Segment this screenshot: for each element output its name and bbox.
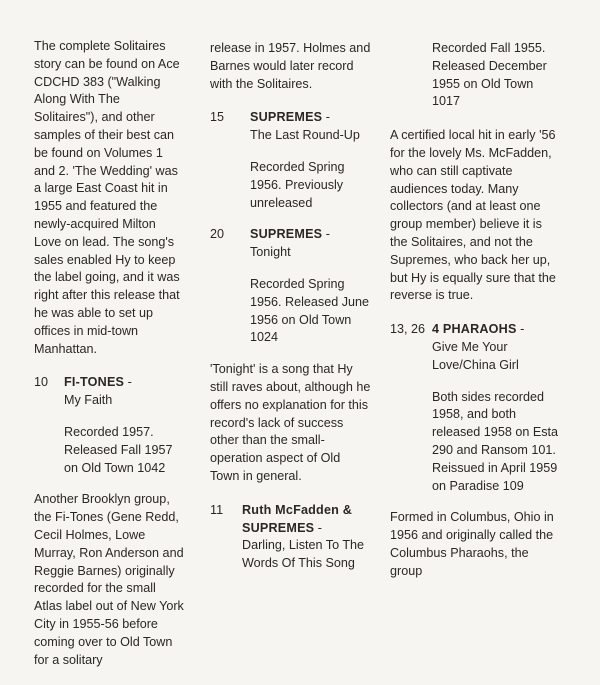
continuation-paragraph: release in 1957. Holmes and Barnes would later record with the Solitaires. [210,41,371,91]
track-recording-info: Recorded Spring 1956. Previously unreleased [250,159,345,210]
track-details [242,502,372,573]
track-dash: - [314,520,322,535]
track-recording-info: Recorded 1957. Released Fall 1957 on Old Town 1042 [64,424,173,475]
track-dash: - [516,322,525,337]
track-recording-info: Recorded Spring 1956. Released June 1956 on Old Town 1024 [250,276,370,345]
fi-tones-paragraph: Another Brooklyn group, the Fi-Tones (Gene Redd, Cecil Holmes, Lowe Murray, Ron Anderson and Reggie Barnes) originally recorded for the small Atlas label out of New York City in 1955-56 before coming over to Old Town for a solitary [34,492,184,667]
track-song: My Faith [64,393,113,408]
track-entry-13-26 [390,321,562,495]
track-dash: - [322,110,330,125]
track-dash: - [322,227,330,242]
column-3 [390,40,562,597]
track-song: The Last Round-Up [250,128,360,143]
track-dash: - [124,375,132,390]
track-details [250,109,372,212]
track-song: Darling, Listen To The Words Of This Song [242,538,365,571]
track-number: 15 [210,110,225,125]
track-artist: FI-TONES [64,375,125,390]
continuation-recording-info: Recorded Fall 1955. Released December 1955 on Old Town 1017 [432,41,547,109]
track-song: Give Me Your Love/China Girl [432,339,519,372]
tonight-paragraph: 'Tonight' is a song that Hy still raves about, although he offers no explanation for this record's lack of success other than the small-operation aspect of Old Town in general. [210,362,371,483]
pharaohs-paragraph: Formed in Columbus, Ohio in 1956 and originally called the Columbus Pharaohs, the group [390,510,554,578]
track-number: 11 [210,502,224,517]
track-entry-20 [210,226,372,347]
intro-paragraph: The complete Solitaires story can be found on Ace CDCHD 383 ("Walking Along With The Solitaires"), and other samples of their best can be found on Volumes 1 and 2. 'The Wedding' was a large East Coast hit in 1955 and featured the newly-acquired Milton Love on lead. The song's sales enabled Hy to keep the label going, and it was right after this release that he was able to set up offices in mid-town Manhattan. [34,39,180,356]
track-entry-11 [210,502,372,573]
track-details [250,226,372,347]
column-1 [34,38,186,685]
track-details [64,374,186,477]
track-artist: SUPREMES [250,227,323,242]
track-entry-15 [210,109,372,212]
track-number: 13, 26 [390,322,426,337]
track-artist: Ruth McFadden & SUPREMES [242,502,353,535]
track-recording-info: Both sides recorded 1958, and both released 1958 on Esta 290 and Ransom 101. Reissued in April 1959 on Paradise 109 [432,389,559,493]
track-song: Tonight [250,245,291,260]
track-entry-10 [34,374,186,477]
track-artist: SUPREMES [250,110,323,125]
mcfadden-paragraph: A certified local hit in early '56 for the lovely Ms. McFadden, who can still captivate audiences today. Many collectors (and at least one group member) believe it is the Solitaires, and not the Supremes, who back her up, but Hy is equally sure that the reverse is true. [390,128,556,303]
track-number: 10 [34,375,49,390]
track-details [432,321,562,495]
track-number: 20 [210,227,225,242]
column-2 [210,40,372,587]
track-artist: 4 PHARAOHS [432,322,517,337]
